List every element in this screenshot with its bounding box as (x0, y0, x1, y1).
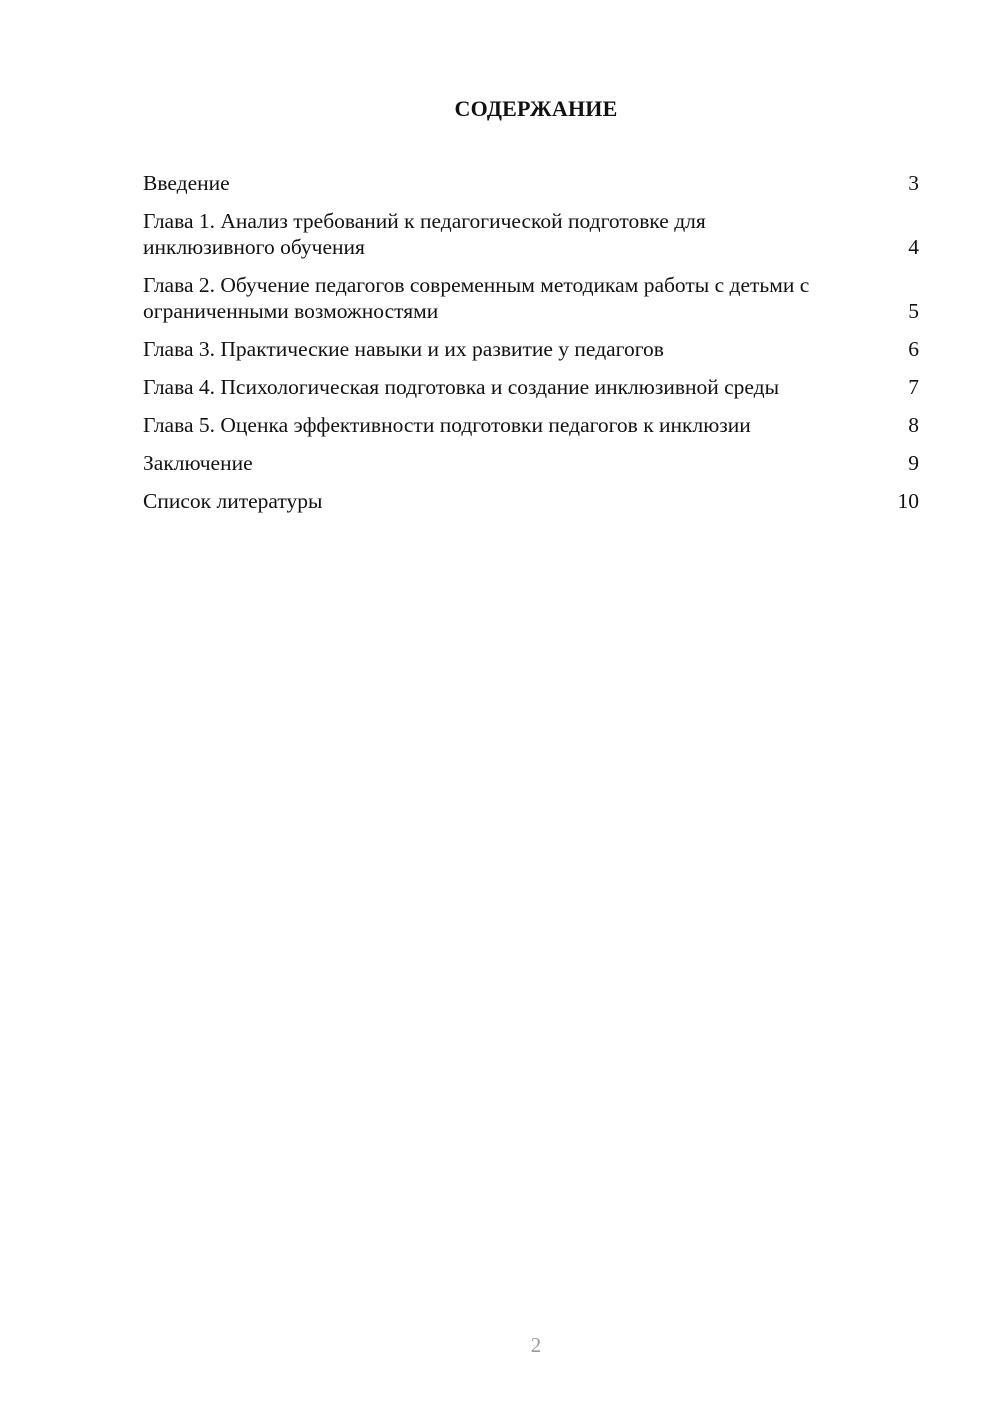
toc-entry-page: 10 (897, 489, 919, 513)
table-of-contents (143, 170, 919, 526)
toc-entry-title: Введение (143, 171, 230, 195)
toc-entry-bibliography[interactable] (143, 488, 919, 514)
toc-entry-title: Глава 3. Практические навыки и их развитие у педагогов (143, 337, 664, 361)
toc-entry-title: Глава 5. Оценка эффективности подготовки педагогов к инклюзии (143, 413, 751, 437)
toc-entry-chapter-5[interactable] (143, 412, 919, 438)
toc-entry-title: Глава 4. Психологическая подготовка и создание инклюзивной среды (143, 375, 780, 399)
toc-entry-title: Заключение (143, 451, 253, 475)
toc-entry-title: Список литературы (143, 489, 323, 513)
toc-entry-page: 3 (908, 171, 919, 195)
page-title: СОДЕРЖАНИЕ (454, 96, 618, 121)
toc-entry-chapter-1[interactable] (143, 208, 919, 260)
toc-entry-chapter-4[interactable] (143, 374, 919, 400)
toc-entry-page: 6 (908, 337, 919, 361)
toc-entry-page: 8 (908, 413, 919, 437)
toc-entry-page: 7 (908, 375, 919, 399)
toc-entry-title: Глава 1. Анализ требований к педагогической подготовке для инклюзивного обучения (143, 209, 706, 259)
toc-entry-page: 5 (908, 299, 919, 323)
toc-entry-chapter-2[interactable] (143, 272, 919, 324)
toc-entry-chapter-3[interactable] (143, 336, 919, 362)
toc-entry-page: 9 (908, 451, 919, 475)
toc-entry-introduction[interactable] (143, 170, 919, 196)
toc-entry-page: 4 (908, 235, 919, 259)
page-number: 2 (530, 1333, 542, 1357)
toc-entry-conclusion[interactable] (143, 450, 919, 476)
toc-entry-title: Глава 2. Обучение педагогов современным методикам работы с детьми с ограниченными возможностями (143, 273, 810, 323)
